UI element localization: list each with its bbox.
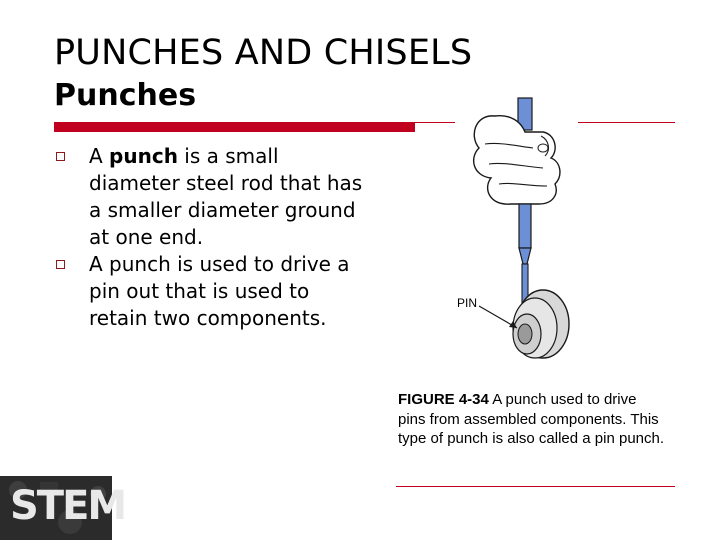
pin-callout-label: PIN [457,296,478,310]
square-bullet-icon [56,260,65,269]
title-accent-bar [54,122,415,132]
list-item [52,143,372,251]
caption-text: A punch used to drive pins from assembled components. This type of punch is also called a pin punch. [398,391,665,447]
square-bullet-icon [56,152,65,161]
punch-figure [455,96,578,366]
bullet-list [52,143,372,332]
bullet-rest: is a small diameter steel rod that has a smaller diameter ground at one end. [89,144,363,249]
bullet-text: A punch is used to drive a pin out that is used to retain two components. [89,252,350,330]
bullet-prefix: A [89,144,110,168]
caption-figure-number: FIGURE 4-34 [398,391,489,408]
hand-punch-illustration-icon [455,96,578,366]
stem-logo [0,476,126,540]
page-title: PUNCHES AND CHISELS [54,33,473,73]
figure-caption [398,390,668,449]
bottom-rule-line [396,486,675,487]
bullet-bold-term: punch [109,144,178,168]
list-item [52,251,372,332]
logo-text: STEM [10,483,126,529]
page-subtitle: Punches [54,78,197,113]
